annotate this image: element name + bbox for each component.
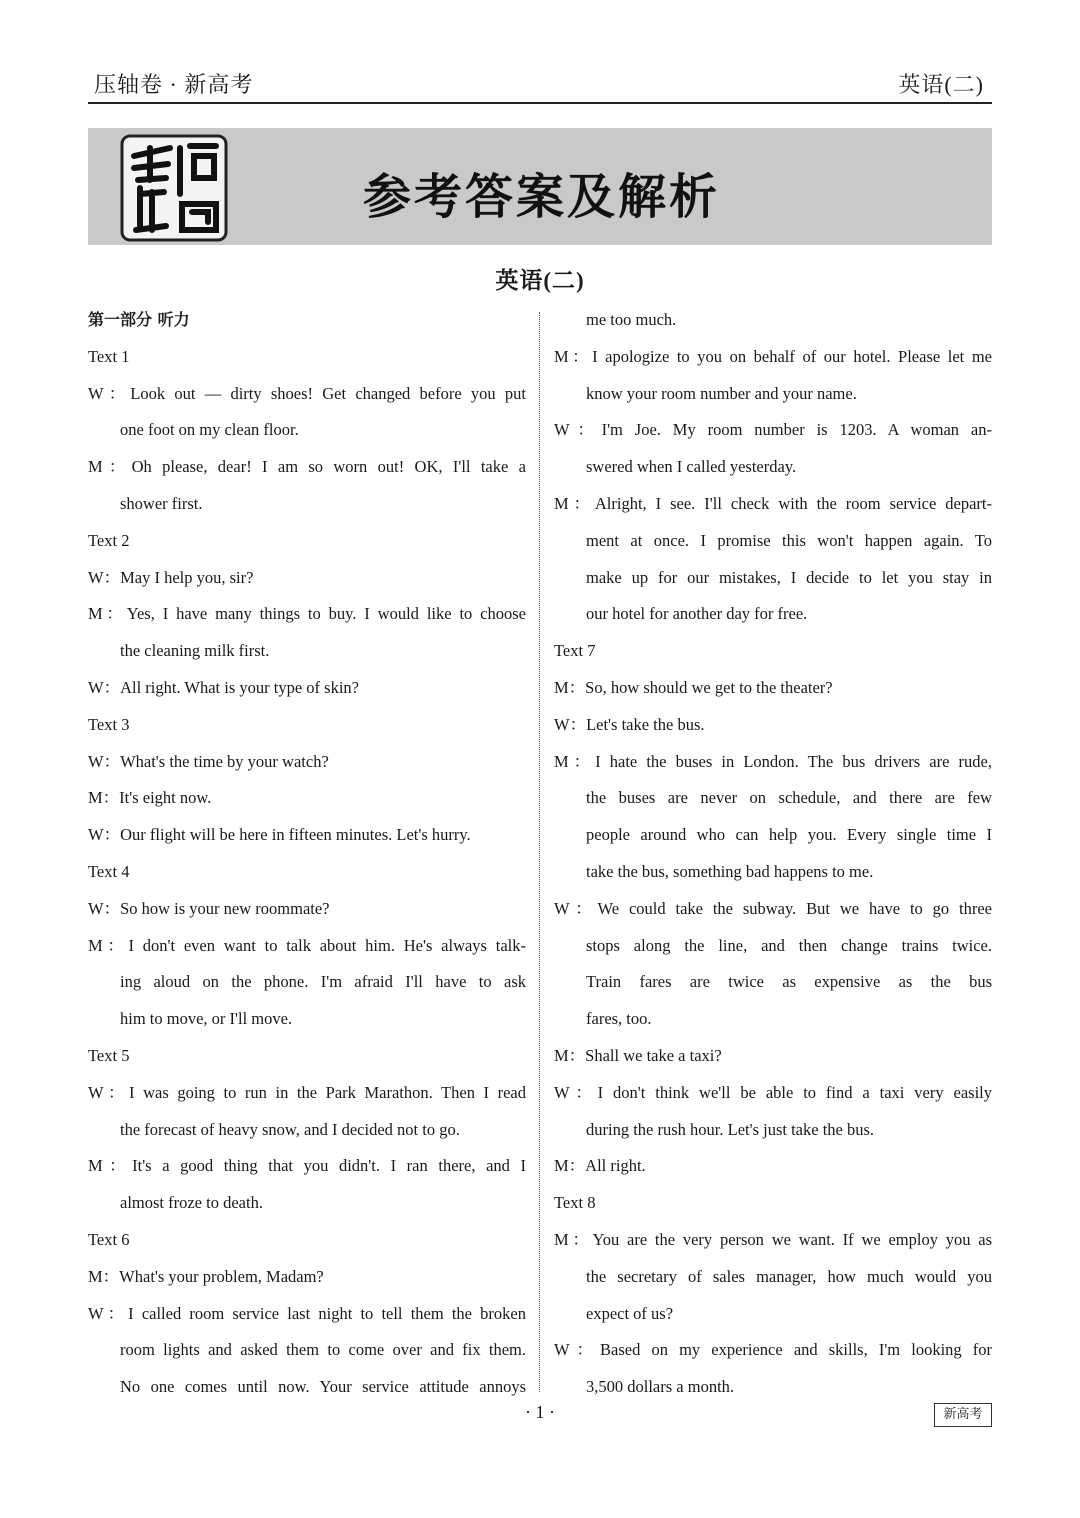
dialogue-line: W：Our flight will be here in fifteen minutes. Let's hurry.	[88, 825, 471, 845]
text-label: Text 7	[554, 641, 596, 661]
dialogue-line: the cleaning milk first.	[120, 641, 270, 661]
text-label: Text 3	[88, 714, 130, 734]
dialogue-line: stops along the line, and then change trains twice.	[586, 935, 992, 955]
dialogue-line: the secretary of sales manager, how much would you	[586, 1266, 992, 1286]
dialogue-line: M：All right.	[554, 1156, 646, 1176]
page-number: · 1 ·	[525, 1402, 555, 1422]
dialogue-line: W：Let's take the bus.	[554, 714, 705, 734]
dialogue-line: W：Based on my experience and skills, I'm looking for	[554, 1340, 992, 1360]
dialogue-line: M：I don't even want to talk about him. He's always talk-	[88, 935, 526, 955]
text-label: Text 4	[88, 861, 130, 881]
dialogue-line: M：So, how should we get to the theater?	[554, 677, 833, 697]
header-series-title: 压轴卷 · 新高考	[94, 72, 254, 97]
dialogue-line: W：Look out — dirty shoes! Get changed before you put	[88, 383, 526, 403]
header-subject: 英语(二)	[898, 72, 984, 97]
brand-badge: 新高考	[934, 1403, 992, 1427]
dialogue-line: swered when I called yesterday.	[586, 457, 797, 477]
dialogue-line: M：Yes, I have many things to buy. I would like to choose	[88, 604, 526, 624]
dialogue-line: M：I hate the buses in London. The bus drivers are rude,	[554, 751, 992, 771]
dialogue-line: know your room number and your name.	[586, 383, 857, 403]
dialogue-line: M：It's a good thing that you didn't. I ran there, and I	[88, 1156, 526, 1176]
seal-logo-icon	[120, 134, 228, 242]
dialogue-line: No one comes until now. Your service attitude annoys	[120, 1377, 526, 1397]
text-label: Text 6	[88, 1229, 130, 1249]
text-label: Text 1	[88, 346, 130, 366]
dialogue-line: take the bus, something bad happens to me.	[586, 861, 874, 881]
title-banner	[88, 128, 992, 245]
dialogue-line: ment at once. I promise this won't happen again. To	[586, 530, 992, 550]
dialogue-line: W：What's the time by your watch?	[88, 751, 329, 771]
dialogue-line: W：I'm Joe. My room number is 1203. A woman an-	[554, 420, 992, 440]
dialogue-line: our hotel for another day for free.	[586, 604, 808, 624]
banner-title: 参考答案及解析	[363, 169, 721, 225]
dialogue-line: M：Oh please, dear! I am so worn out! OK, I'll take a	[88, 457, 526, 477]
dialogue-line: make up for our mistakes, I decide to let you stay in	[586, 567, 992, 587]
left-column	[88, 302, 526, 1406]
dialogue-line: room lights and asked them to come over and fix them.	[120, 1340, 526, 1360]
part-heading: 第一部分 听力	[88, 310, 190, 329]
dialogue-line: fares, too.	[586, 1009, 652, 1029]
dialogue-line: W：We could take the subway. But we have to go three	[554, 898, 992, 918]
dialogue-line: during the rush hour. Let's just take the bus.	[586, 1119, 875, 1139]
dialogue-line: the forecast of heavy snow, and I decided not to go.	[120, 1119, 460, 1139]
dialogue-line: W：All right. What is your type of skin?	[88, 677, 359, 697]
text-label: Text 5	[88, 1045, 130, 1065]
dialogue-line: M：Shall we take a taxi?	[554, 1045, 722, 1065]
dialogue-line: W：So how is your new roommate?	[88, 898, 330, 918]
page-header	[88, 66, 992, 104]
dialogue-line: W：I called room service last night to tell them the broken	[88, 1303, 526, 1323]
dialogue-line: M：What's your problem, Madam?	[88, 1266, 324, 1286]
dialogue-line: me too much.	[586, 310, 677, 329]
dialogue-line: expect of us?	[586, 1303, 674, 1323]
dialogue-line: M：You are the very person we want. If we employ you as	[554, 1229, 992, 1249]
dialogue-line: people around who can help you. Every single time I	[586, 825, 992, 845]
dialogue-line: Train fares are twice as expensive as the bus	[586, 972, 992, 992]
column-divider	[539, 312, 540, 1392]
dialogue-line: W：I was going to run in the Park Marathon. Then I read	[88, 1082, 526, 1102]
dialogue-line: 3,500 dollars a month.	[586, 1377, 735, 1397]
dialogue-line: M：Alright, I see. I'll check with the room service depart-	[554, 493, 992, 513]
dialogue-line: M：It's eight now.	[88, 788, 212, 808]
right-column	[554, 302, 992, 1406]
dialogue-line: ing aloud on the phone. I'm afraid I'll have to ask	[120, 972, 526, 992]
dialogue-line: him to move, or I'll move.	[120, 1009, 293, 1029]
text-label: Text 8	[554, 1193, 596, 1213]
section-title: 英语(二)	[495, 268, 585, 293]
dialogue-line: almost froze to death.	[120, 1193, 263, 1213]
dialogue-line: shower first.	[120, 493, 203, 513]
dialogue-line: W：I don't think we'll be able to find a taxi very easily	[554, 1082, 992, 1102]
text-label: Text 2	[88, 530, 130, 550]
dialogue-line: the buses are never on schedule, and there are few	[586, 788, 992, 808]
dialogue-line: one foot on my clean floor.	[120, 420, 299, 440]
dialogue-line: W：May I help you, sir?	[88, 567, 254, 587]
dialogue-line: M：I apologize to you on behalf of our hotel. Please let me	[554, 346, 992, 366]
